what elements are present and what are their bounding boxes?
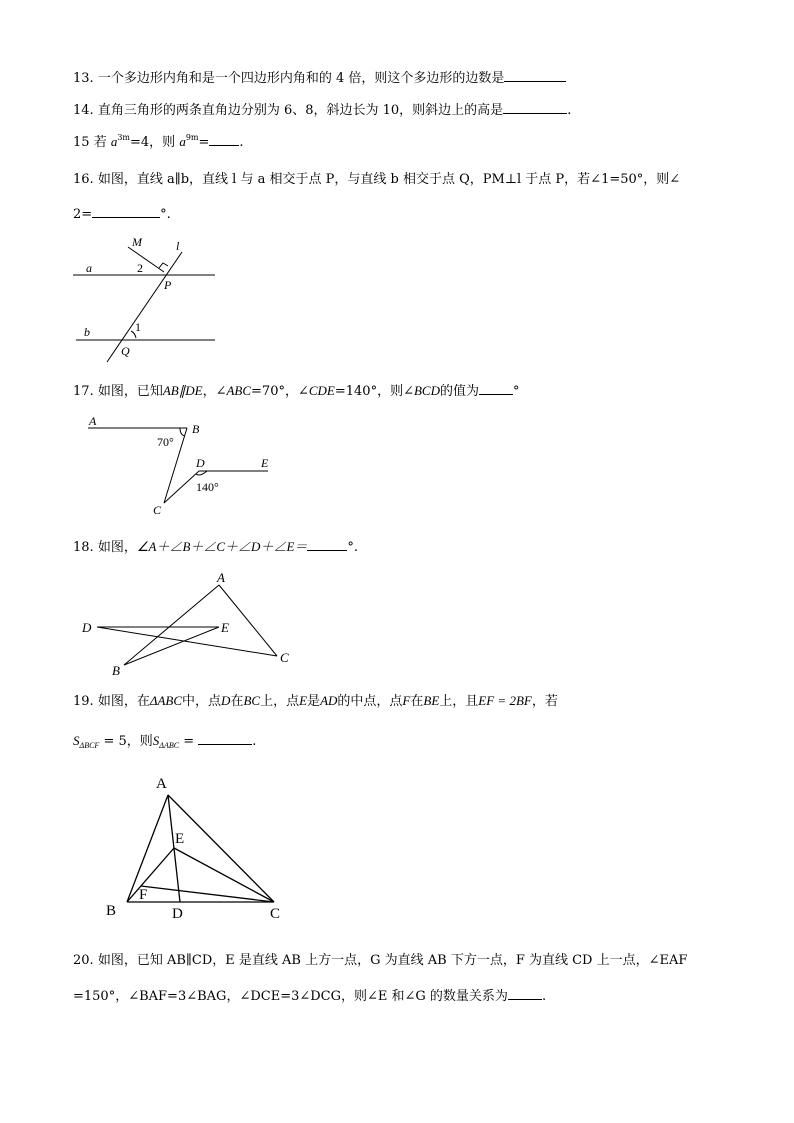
label-angle-140: 140°: [196, 480, 219, 494]
question-18: 18. 如图，∠A＋∠B＋∠C＋∠D＋∠E＝ °.: [73, 539, 359, 555]
question-19-line1: 19. 如图，在ΔABC中，点D在BC上，点E是AD的中点，点F在BE上，且EF = 2BF，若: [73, 693, 558, 709]
label-b: b: [84, 325, 90, 339]
label-F: F: [139, 887, 148, 903]
label-A: A: [217, 570, 225, 585]
label-P: P: [164, 278, 172, 292]
question-number: 16.: [73, 172, 94, 187]
question-number: 17.: [73, 384, 94, 399]
question-number: 19.: [73, 694, 94, 709]
question-17: 17. 如图，已知AB∥DE，∠ABC=70°，∠CDE=140°，则∠BCD的值为 °: [73, 383, 520, 399]
answer-blank[interactable]: [508, 986, 542, 1000]
question-number: 15: [73, 135, 90, 150]
label-Q: Q: [121, 344, 130, 358]
question-text: 直角三角形的两条直角边分别为 6、8，斜边长为 10，则斜边上的高是: [97, 103, 504, 118]
label-E: E: [261, 456, 269, 470]
label-D: D: [196, 456, 205, 470]
label-A: A: [89, 414, 97, 428]
label-C: C: [280, 650, 289, 665]
question-19-line2: $S_{\Delta BCF} = 5$，则$S_{\Delta ABC}$ = .: [73, 733, 257, 750]
question-number: 14.: [73, 103, 94, 118]
question-number: 18.: [73, 540, 94, 555]
question-20-line2: =150°，∠BAF=3∠BAG，∠DCE=3∠DCG，则∠E 和∠G 的数量关系为 .: [73, 986, 546, 1005]
label-E: E: [175, 831, 185, 847]
label-D: D: [172, 906, 183, 922]
label-angle-70: 70°: [157, 435, 174, 449]
label-C: C: [153, 503, 162, 517]
question-text: 如图，直线 a∥b，直线 l 与 a 相交于点 P，与直线 b 相交于点 Q，PM⊥l 于点 P，若∠1=50°，则∠: [97, 172, 681, 187]
question-number: 13.: [73, 71, 94, 86]
label-D: D: [82, 620, 92, 635]
label-a: a: [86, 261, 92, 275]
question-16-line2: 2= °.: [73, 204, 171, 223]
label-C: C: [270, 906, 281, 922]
label-B: B: [192, 422, 200, 436]
label-l: l: [176, 239, 180, 253]
question-20-line1: [73, 953, 687, 969]
label-B: B: [112, 663, 120, 678]
label-E: E: [221, 620, 229, 635]
label-angle-2: 2: [137, 261, 143, 275]
label-M: M: [132, 235, 142, 249]
question-15: 15 若 $a^{3m}=4$，则 $a^{9m}=$ .: [73, 133, 244, 150]
label-A: A: [156, 776, 167, 792]
label-angle-1: 1: [135, 320, 141, 334]
question-number: 20.: [73, 953, 94, 968]
question-text: 一个多边形内角和是一个四边形内角和的 4 倍，则这个多边形的边数是: [97, 71, 505, 86]
question-text: 如图，已知 AB∥CD，E 是直线 AB 上方一点，G 为直线 AB 下方一点，F 为直线 CD 上一点，∠EAF: [97, 953, 688, 968]
label-B: B: [106, 903, 117, 919]
question-text: =150°，∠BAF=3∠BAG，∠DCE=3∠DCG，则∠E 和∠G 的数量关系为: [73, 989, 508, 1004]
question-14: 14. 直角三角形的两条直角边分别为 6、8，斜边长为 10，则斜边上的高是 .: [73, 100, 571, 119]
